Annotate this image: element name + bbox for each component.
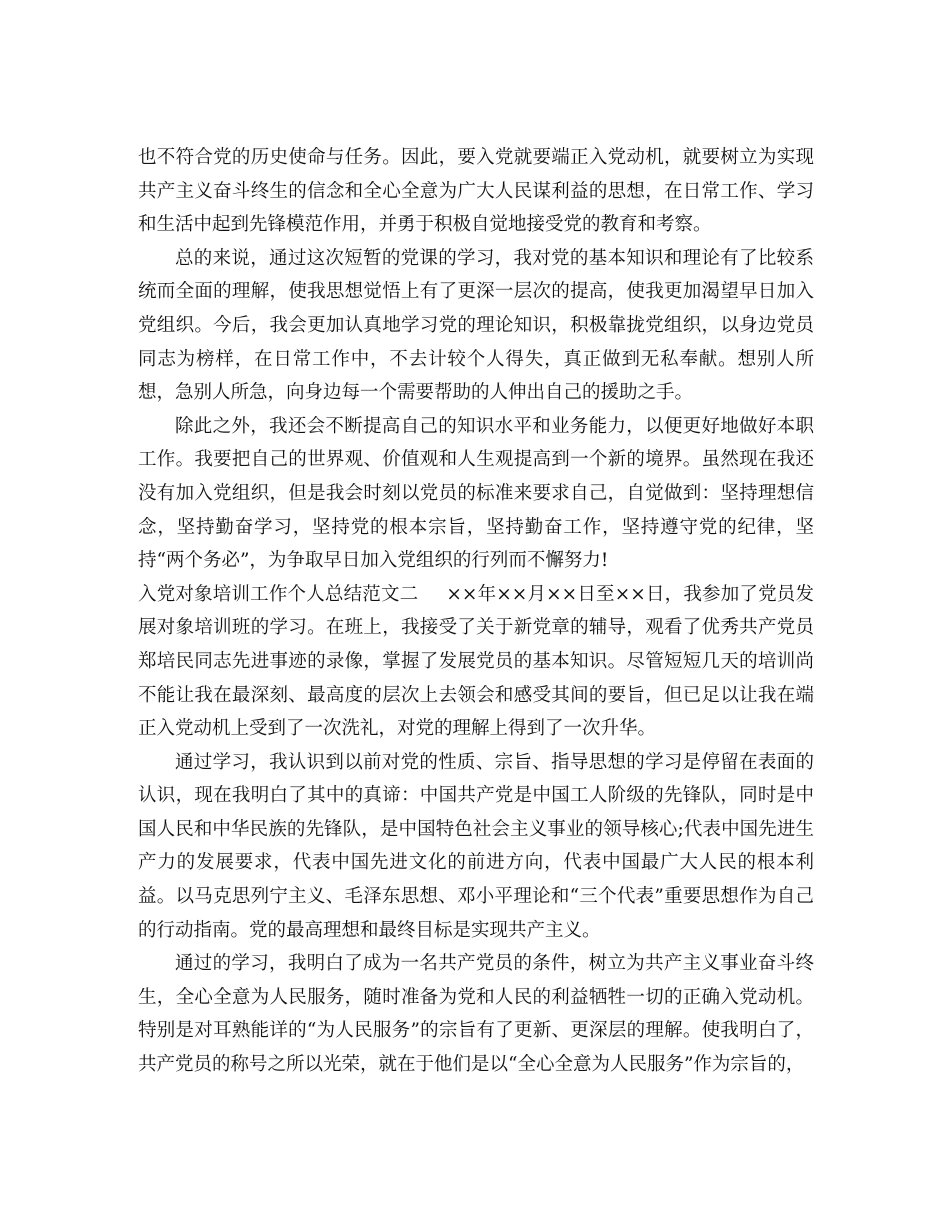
paragraph-2: 总的来说，通过这次短暂的党课的学习，我对党的基本知识和理论有了比较系统而全面的理解，使我思想觉悟上有了更深一层次的提高，使我更加渴望早日加入党组织。今后，我会更加认真地学习党的理论知识，积极靠拢党组织，以身边党员同志为榜样，在日常工作中，不去计较个人得失，真正做到无私奉献。想别人所想，急别人所急，向身边每一个需要帮助的人伸出自己的援助之手。 [138, 247, 814, 404]
section-title: 入党对象培训工作个人总结范文二 [138, 583, 419, 605]
section-first-text: ××年××月××日至××日，我参加了党员发展对象培训班的学习。在班上，我接受了关于新党章的辅导，观看了优秀共产党员郑培民同志先进事迹的录像，掌握了发展党员的基本知识。尽管短短几天的培训尚不能让我在最深刻、最高度的层次上去领会和感受其间的要旨，但已足以让我在端正入党动机上受到了一次洗礼，对党的理解上得到了一次升华。 [138, 583, 814, 740]
paragraph-6: 通过的学习，我明白了成为一名共产党员的条件，树立为共产主义事业奋斗终生，全心全意为人民服务，随时准备为党和人民的利益牺牲一切的正确入党动机。特别是对耳熟能详的“为人民服务”的宗旨有了更新、更深层的理解。使我明白了，共产党员的称号之所以光荣，就在于他们是以“全心全意为人民服务”作为宗旨的， [138, 953, 814, 1076]
document-body [138, 141, 814, 1082]
paragraph-5: 通过学习，我认识到以前对党的性质、宗旨、指导思想的学习是停留在表面的认识，现在我明白了其中的真谛：中国共产党是中国工人阶级的先锋队，同时是中国人民和中华民族的先锋队，是中国特色社会主义事业的领导核心;代表中国先进生产力的发展要求，代表中国先进文化的前进方向，代表中国最广大人民的根本利益。以马克思列宁主义、毛泽东思想、邓小平理论和“三个代表”重要思想作为自己的行动指南。党的最高理想和最终目标是实现共产主义。 [138, 751, 814, 941]
paragraph-3: 除此之外，我还会不断提高自己的知识水平和业务能力，以便更好地做好本职工作。我要把自己的世界观、价值观和人生观提高到一个新的境界。虽然现在我还没有加入党组织，但是我会时刻以党员的标准来要求自己，自觉做到：坚持理想信念，坚持勤奋学习，坚持党的根本宗旨，坚持勤奋工作，坚持遵守党的纪律，坚持“两个务必”，为争取早日加入党组织的行列而不懈努力! [138, 415, 814, 572]
section-heading-paragraph [138, 578, 814, 746]
paragraph-1: 也不符合党的历史使命与任务。因此，要入党就要端正入党动机，就要树立为实现共产主义奋斗终生的信念和全心全意为广大人民谋利益的思想，在日常工作、学习和生活中起到先锋模范作用，并勇于积极自觉地接受党的教育和考察。 [138, 147, 814, 236]
